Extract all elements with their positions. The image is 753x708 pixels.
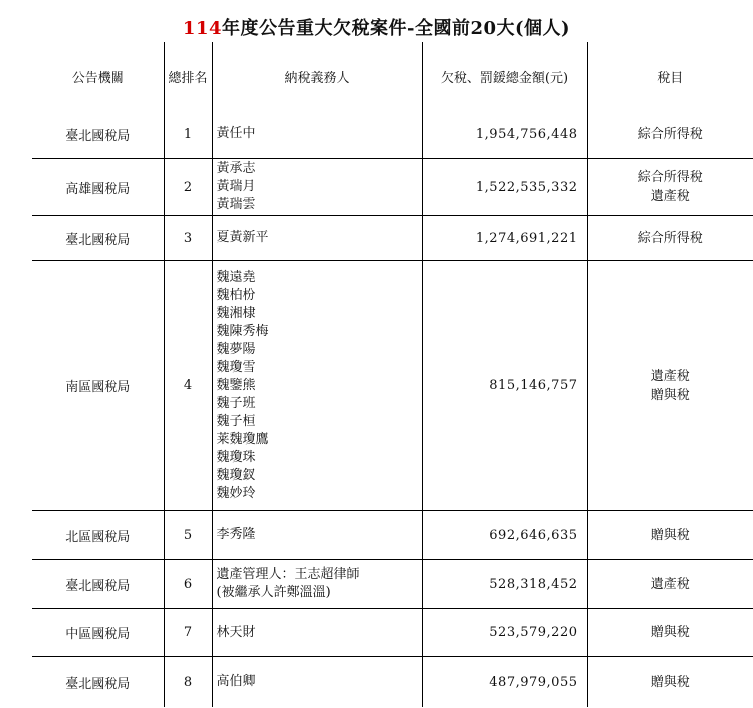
tax-type: 綜合所得稅 — [637, 230, 703, 246]
cell-rank: 7 — [164, 609, 212, 657]
tax-type: 遺產稅 — [650, 576, 690, 592]
page-title — [0, 14, 753, 40]
tax-type: 綜合所得稅 — [637, 126, 703, 142]
taxpayer-name: 魏瓊雪 — [216, 359, 256, 375]
cell-rank: 4 — [164, 261, 212, 511]
taxpayer-name: 魏湘棣 — [216, 305, 256, 321]
cell-amount: 692,646,635 — [422, 511, 587, 560]
tax-type: 遺產稅 — [650, 368, 690, 384]
cell-tax-type — [587, 609, 753, 657]
taxpayer-name: 魏瓊珠 — [216, 449, 256, 465]
cell-tax-type — [587, 560, 753, 609]
table-row — [32, 511, 753, 560]
taxpayer-name: 林天財 — [216, 624, 256, 640]
cell-taxpayer — [212, 560, 422, 609]
cell-rank: 3 — [164, 216, 212, 261]
cell-amount: 1,954,756,448 — [422, 110, 587, 159]
cell-tax-type — [587, 216, 753, 261]
cell-amount: 523,579,220 — [422, 609, 587, 657]
tax-type: 遺產稅 — [650, 189, 690, 204]
cell-org: 南區國稅局 — [32, 261, 164, 511]
cell-org: 臺北國稅局 — [32, 110, 164, 159]
table-row — [32, 657, 753, 708]
cell-taxpayer — [212, 511, 422, 560]
cell-org: 臺北國稅局 — [32, 560, 164, 609]
title-year: 114 — [182, 18, 222, 39]
cell-amount: 1,274,691,221 — [422, 216, 587, 261]
cell-tax-type — [587, 110, 753, 159]
cell-amount: 528,318,452 — [422, 560, 587, 609]
taxpayer-name: 魏瓊釵 — [216, 467, 256, 483]
cell-rank: 5 — [164, 511, 212, 560]
taxpayer-name: 黃任中 — [216, 126, 256, 141]
cell-tax-type — [587, 159, 753, 216]
taxpayer-name: 夏黃新平 — [216, 230, 269, 245]
tax-type: 贈與稅 — [650, 387, 690, 403]
cell-org: 高雄國稅局 — [32, 159, 164, 216]
taxpayer-name: 魏子桓 — [216, 413, 256, 429]
cell-rank: 6 — [164, 560, 212, 609]
header-rank: 總排名 — [164, 42, 212, 110]
header-amount: 欠稅、罰鍰總金額(元) — [422, 42, 587, 110]
cell-tax-type — [587, 261, 753, 511]
header-name: 納稅義務人 — [212, 42, 422, 110]
taxpayer-name: 魏柏枌 — [216, 287, 256, 303]
taxpayer-name: 遺產管理人：王志超律師 — [216, 567, 360, 582]
taxpayer-name: 高伯卿 — [216, 674, 256, 689]
taxpayer-name: 李秀隆 — [216, 527, 256, 542]
header-org: 公告機關 — [32, 42, 164, 110]
cell-taxpayer — [212, 216, 422, 261]
cell-org: 中區國稅局 — [32, 609, 164, 657]
taxpayer-name: 黃瑞雲 — [216, 197, 256, 212]
table-row — [32, 609, 753, 657]
cell-org: 臺北國稅局 — [32, 657, 164, 708]
cell-tax-type — [587, 511, 753, 560]
cell-taxpayer — [212, 261, 422, 511]
taxpayer-name: 魏鑒熊 — [216, 377, 256, 393]
header-tax: 稅目 — [587, 42, 753, 110]
cell-taxpayer — [212, 110, 422, 159]
cell-amount: 815,146,757 — [422, 261, 587, 511]
taxpayer-name: 黃瑞月 — [216, 179, 256, 194]
cell-org: 北區國稅局 — [32, 511, 164, 560]
cell-taxpayer — [212, 609, 422, 657]
table-header-row — [32, 42, 753, 110]
tax-type: 贈與稅 — [650, 527, 690, 543]
table-row — [32, 261, 753, 511]
cell-rank: 8 — [164, 657, 212, 708]
cell-tax-type — [587, 657, 753, 708]
tax-type: 贈與稅 — [650, 625, 690, 640]
taxpayer-name: 魏遠堯 — [216, 269, 256, 285]
taxpayer-name: 魏妙玲 — [216, 485, 256, 501]
taxpayer-name: (被繼承人許鄭溫溫) — [216, 585, 331, 600]
taxpayer-name: 魏陳秀梅 — [216, 323, 269, 339]
tax-type: 綜合所得稅 — [637, 170, 703, 185]
cell-amount: 487,979,055 — [422, 657, 587, 708]
cell-taxpayer — [212, 657, 422, 708]
cell-rank: 1 — [164, 110, 212, 159]
table-row — [32, 560, 753, 609]
tax-type: 贈與稅 — [650, 674, 690, 690]
taxpayer-name: 魏夢陽 — [216, 341, 256, 357]
cell-amount: 1,522,535,332 — [422, 159, 587, 216]
cell-taxpayer — [212, 159, 422, 216]
table-row — [32, 110, 753, 159]
taxpayer-name: 黃承志 — [216, 161, 256, 176]
taxpayer-name: 魏子班 — [216, 395, 256, 411]
title-text: 年度公告重大欠稅案件-全國前20大(個人) — [222, 18, 571, 39]
taxpayer-name: 莱魏瓊鷹 — [216, 431, 269, 447]
cell-rank: 2 — [164, 159, 212, 216]
tax-arrears-table — [32, 42, 753, 707]
cell-org: 臺北國稅局 — [32, 216, 164, 261]
table-row — [32, 159, 753, 216]
table-row — [32, 216, 753, 261]
